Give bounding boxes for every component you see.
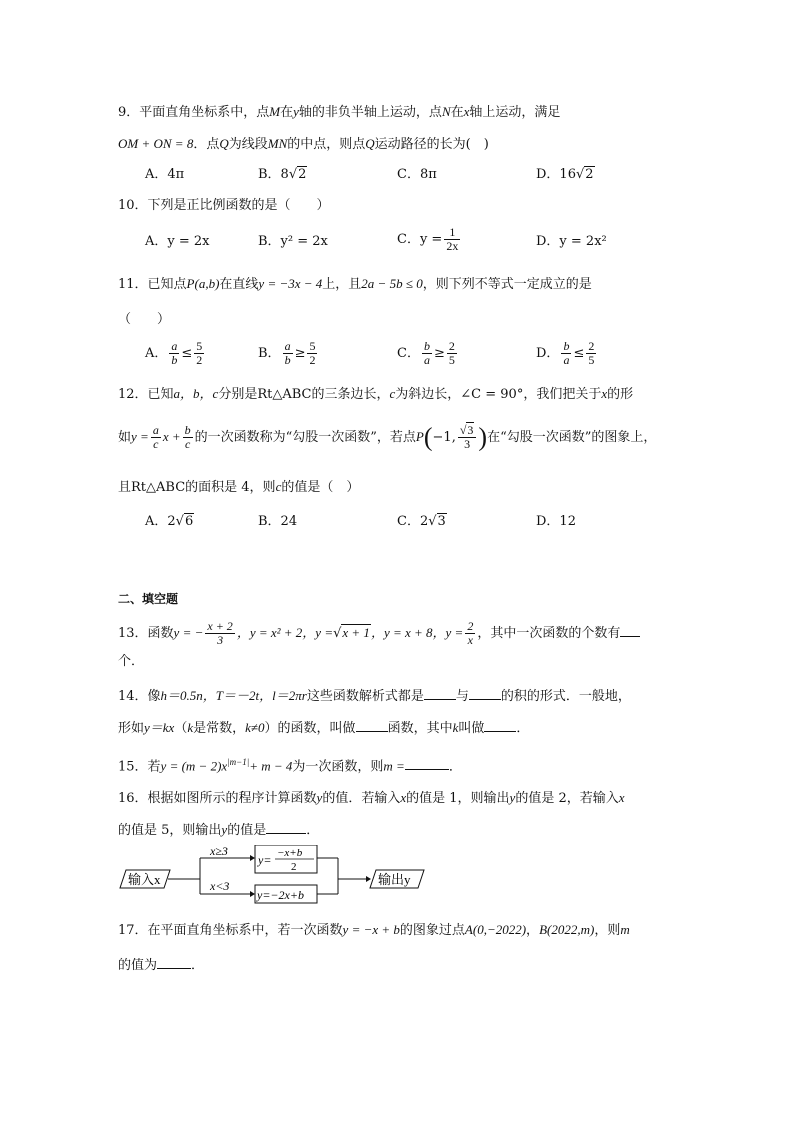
math: x [618, 790, 625, 805]
q17-line2 [118, 956, 204, 976]
text: 与 [455, 689, 469, 704]
text: 为线段 [228, 137, 268, 152]
math: c [275, 479, 282, 494]
text: 12．已知 [118, 387, 174, 402]
text: C．2 [397, 514, 429, 529]
math: Rt△ABC [257, 387, 312, 402]
math: y = − [173, 625, 204, 640]
text: 为斜边长，∠C = 90°，我们把关于 [395, 387, 602, 402]
text: C．8π [397, 167, 437, 182]
math: Q [365, 136, 375, 151]
denominator: c [153, 437, 159, 451]
text: 的值是 1，则输出 [406, 791, 510, 806]
math: y [316, 790, 323, 805]
math: x + [162, 429, 181, 444]
fraction [586, 340, 596, 367]
fraction [169, 340, 179, 367]
q14-line2 [118, 718, 529, 739]
math: k≠0 [245, 720, 265, 735]
math: a，b，c [173, 386, 219, 401]
text: 轴上运动，满足 [469, 105, 561, 120]
denominator: x [467, 633, 473, 647]
arrow-head [366, 876, 371, 882]
math: x [463, 104, 470, 119]
operator: ≥ [433, 346, 445, 361]
radicand: 2 [585, 167, 594, 182]
fraction [458, 424, 477, 451]
q15-line [118, 752, 462, 777]
radicand: 3 [437, 514, 446, 529]
math: x [400, 790, 407, 805]
text: 的面积是 4，则 [185, 480, 276, 495]
text: A．2 [145, 514, 176, 529]
numerator: a [284, 339, 291, 353]
radicand: 6 [184, 514, 194, 529]
fraction [465, 620, 475, 647]
q13-line1: 13．函数y = − $\frac{x + 2}{3}$ ，y = x² + 2，y =√x + 1，y = x + 8，y = $\frac{2}{x}$ ，其中一次函数的个数有 [118, 620, 640, 647]
q10-option-d [536, 232, 607, 252]
answer-blank[interactable] [424, 699, 456, 700]
text: 函数，其中 [387, 721, 453, 736]
q11-option-a [145, 340, 206, 367]
text: ．点 [193, 137, 220, 152]
q11-line2 [118, 310, 170, 330]
math: + m − 4 [249, 758, 293, 774]
condition-top: x≥3 [210, 845, 228, 858]
q11-option-d [536, 340, 598, 367]
text: 9．平面直角坐标系中，点 [118, 105, 270, 120]
denominator: c [184, 437, 191, 451]
q12-option-c: C．2√3 [397, 514, 446, 529]
math: Q [219, 136, 229, 151]
math: y = −x + b [342, 922, 400, 937]
text: 上，且 [322, 277, 362, 292]
paren: ) [478, 422, 488, 452]
text: （ ） [118, 312, 171, 327]
operator: ≤ [181, 346, 193, 361]
answer-blank[interactable] [266, 833, 306, 834]
text: 是常数， [193, 721, 246, 736]
q16-line2 [118, 820, 319, 841]
text: D．12 [536, 514, 576, 529]
text: 的形 [607, 387, 634, 402]
box-bottom-label: y=−2x+b [257, 888, 304, 902]
q9-option-a [145, 165, 184, 185]
text: 15．若 [118, 759, 161, 775]
fraction [422, 340, 432, 367]
math: A(0,−2022) [464, 922, 527, 937]
text: 如 [118, 430, 132, 445]
denominator: 5 [448, 353, 455, 367]
box-top-prefix: y= [258, 853, 272, 867]
program-flow-diagram [118, 845, 438, 905]
q10-stem [118, 196, 330, 216]
q10-option-b [258, 232, 328, 252]
denominator: b [171, 353, 178, 367]
math: y = −3x − 4 [258, 276, 323, 291]
math: y＝kx [144, 720, 175, 735]
math: N [441, 104, 451, 119]
q10-option-c [397, 226, 462, 253]
text: 在 [280, 105, 294, 120]
paren: ( [423, 422, 433, 452]
q11-option-b [258, 340, 319, 367]
text: 的值是 5，则输出 [118, 823, 222, 838]
arrow-head [250, 855, 255, 861]
numerator: √3 [458, 424, 477, 438]
math: ，y = x² + 2， [236, 625, 316, 640]
denominator: 2 [309, 353, 316, 367]
answer-blank[interactable] [356, 731, 388, 732]
math: h＝0.5n，T＝－2t，l＝2πr [160, 688, 307, 703]
text: ． [191, 958, 205, 973]
text: 的积的形式．一般地， [500, 689, 631, 704]
math: x [601, 386, 608, 401]
math: c [389, 386, 396, 401]
numerator: 5 [309, 339, 316, 353]
text: 运动路径的长为( ) [374, 137, 489, 152]
math: y = [315, 625, 334, 640]
numerator: 5 [196, 339, 203, 353]
math: y = [445, 625, 464, 640]
text: 的值．若输入 [322, 791, 401, 806]
fraction [561, 340, 571, 367]
math: Rt△ABC [131, 480, 186, 495]
answer-blank[interactable] [405, 769, 449, 770]
fraction [444, 226, 460, 253]
math: OM + ON = 8 [118, 136, 194, 151]
text: 叫做 [458, 721, 485, 736]
math: B(2022,m) [539, 922, 595, 937]
text: 的值是 [227, 823, 267, 838]
text: C．y = [397, 232, 443, 247]
q9-line2 [118, 134, 489, 155]
text: B．y² = 2x [258, 234, 328, 249]
text: ，则 [594, 923, 621, 938]
text: 的值是 2，若输入 [515, 791, 619, 806]
math: y [221, 822, 228, 837]
text: 的中点，则点 [287, 137, 366, 152]
math: P(a,b) [186, 276, 220, 291]
fraction [183, 424, 193, 451]
text: 且 [118, 480, 132, 495]
text: 的一次函数称为“勾股一次函数”，若点 [194, 430, 416, 445]
text: 个． [118, 654, 145, 669]
text: （ [174, 721, 188, 736]
exponent: |m−1| [227, 757, 250, 767]
q11-option-c [397, 340, 459, 367]
text: D．y = 2x² [536, 234, 607, 249]
q9-line1 [118, 102, 560, 123]
q12-line3 [118, 477, 359, 498]
q12-option-b [258, 512, 297, 532]
fraction [283, 340, 293, 367]
answer-blank[interactable] [484, 731, 516, 732]
text: B． [258, 346, 281, 361]
q9-option-b: B．8√2 [258, 167, 307, 182]
numerator: 2 [467, 619, 474, 633]
q13-line2 [118, 652, 144, 672]
section-title: 二、填空题 [118, 592, 179, 606]
text: D． [536, 346, 560, 361]
text: 的三条边长， [311, 387, 390, 402]
text: B．8 [258, 167, 289, 182]
text: 16．根据如图所示的程序计算函数 [118, 791, 317, 806]
text: ． [306, 823, 320, 838]
math: k [187, 720, 194, 735]
text: 11．已知点 [118, 277, 187, 292]
answer-blank[interactable] [469, 699, 501, 700]
text: 轴的非负半轴上运动，点 [298, 105, 442, 120]
q9-option-c [397, 165, 437, 185]
denominator: a [423, 353, 430, 367]
text: 在直线 [219, 277, 259, 292]
q17-line1 [118, 920, 630, 941]
text: 在“勾股一次函数”的图象上， [487, 430, 657, 445]
condition-bottom: x<3 [210, 879, 230, 893]
text: C． [397, 346, 420, 361]
text: 分别是 [218, 387, 258, 402]
text: 的图象过点 [399, 923, 465, 938]
answer-blank[interactable] [620, 636, 640, 637]
box-top-denominator: 2 [291, 861, 297, 873]
text: ． [448, 759, 462, 775]
numerator: a [171, 339, 178, 353]
numerator: 2 [448, 339, 455, 353]
math: y [509, 790, 516, 805]
math: y = [131, 429, 149, 444]
fraction [151, 424, 161, 451]
denominator: 3 [464, 437, 471, 451]
text: 的值是（ ） [281, 480, 360, 495]
output-label: 输出y [378, 872, 411, 887]
text: 为一次函数，则 [292, 759, 384, 775]
numerator: x + 2 [207, 619, 233, 633]
denominator: b [284, 353, 291, 367]
math: y = (m − 2)x [160, 758, 228, 774]
denominator: 3 [217, 633, 224, 647]
denominator: a [563, 353, 570, 367]
math: k [452, 720, 459, 735]
numerator: b [184, 423, 191, 437]
math: −1, [432, 430, 456, 445]
radicand: 3 [467, 423, 474, 437]
text: 14．像 [118, 689, 161, 704]
math: y [293, 104, 299, 119]
fraction [205, 620, 234, 647]
text: 在 [450, 105, 464, 120]
text: 的值为 [118, 958, 158, 973]
text: ，则下列不等式一定成立的是 [422, 277, 592, 292]
text: 形如 [118, 721, 145, 736]
text: A．4π [145, 167, 185, 182]
answer-blank[interactable] [157, 968, 191, 969]
radicand: 2 [298, 167, 307, 182]
box-top-numerator: −x+b [277, 847, 303, 859]
math: MN [267, 136, 288, 151]
operator: ≤ [573, 346, 585, 361]
numerator: 2 [588, 339, 595, 353]
input-label: 输入x [128, 872, 161, 887]
fraction [194, 340, 204, 367]
text: ）的函数，叫做 [264, 721, 356, 736]
q10-option-a [145, 232, 210, 252]
text: A．y = 2x [145, 234, 210, 249]
text: B．24 [258, 514, 298, 529]
radicand: x + 1 [342, 625, 370, 640]
q12-option-d [536, 512, 576, 532]
numerator: a [152, 423, 159, 437]
denominator: 5 [588, 353, 595, 367]
operator: ≥ [294, 346, 306, 361]
numerator: b [423, 339, 430, 353]
q12-line1 [118, 384, 633, 405]
math: M [269, 104, 281, 119]
q14-line1 [118, 686, 631, 707]
denominator: 2x [446, 239, 459, 253]
math: m = [383, 758, 405, 774]
text: D．16 [536, 167, 576, 182]
arrow-head [250, 891, 255, 897]
math: P [415, 429, 424, 444]
q11-line1 [118, 274, 592, 295]
text: ， [526, 923, 540, 938]
text: ． [516, 721, 530, 736]
q12-option-a: A．2√6 [145, 514, 194, 529]
text: 10．下列是正比例函数的是（ ） [118, 198, 330, 213]
q12-line2 [118, 424, 656, 451]
numerator: b [563, 339, 570, 353]
text: 13．函数 [118, 626, 174, 641]
q9-option-d: D．16√2 [536, 167, 594, 182]
denominator: 2 [196, 353, 203, 367]
q16-line1 [118, 788, 625, 809]
fraction [447, 340, 457, 367]
fraction [307, 340, 317, 367]
text: A． [145, 346, 168, 361]
text: 17．在平面直角坐标系中，若一次函数 [118, 923, 343, 938]
text: ，其中一次函数的个数有 [477, 626, 621, 641]
math: m [620, 922, 630, 937]
math: 2a − 5b ≤ 0 [361, 276, 423, 291]
text: 这些函数解析式都是 [306, 689, 424, 704]
numerator: 1 [444, 226, 460, 240]
math: ，y = x + 8， [370, 625, 446, 640]
